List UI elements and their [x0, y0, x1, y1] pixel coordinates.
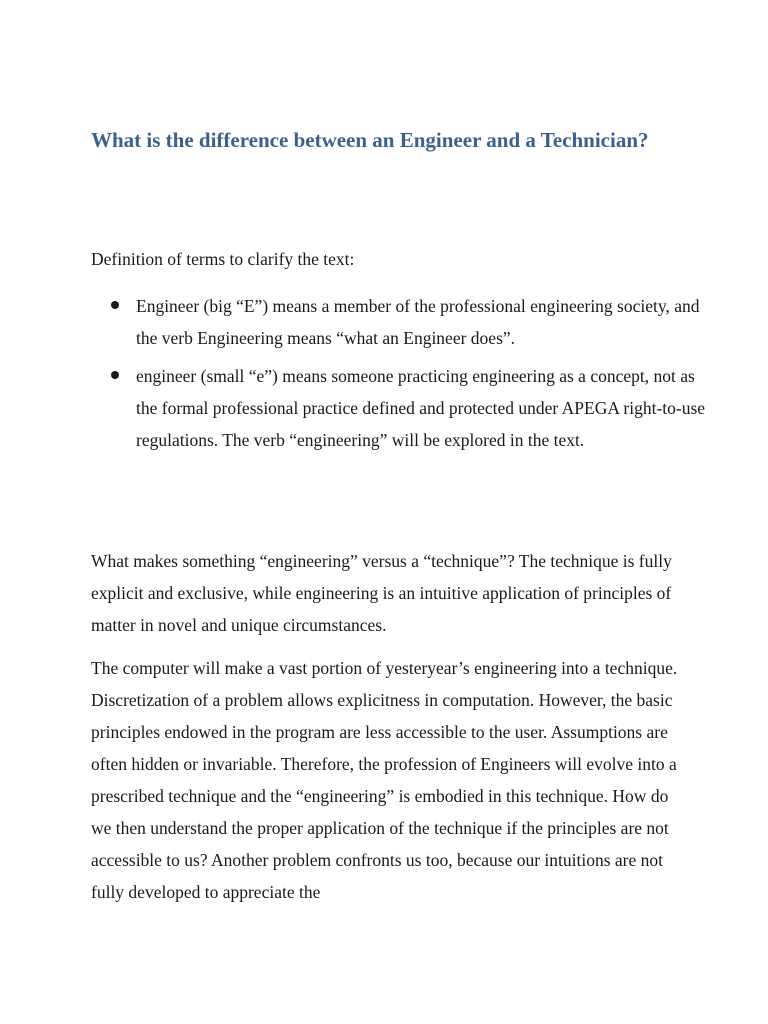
definitions-list	[0, 290, 768, 456]
body-paragraph: What makes something “engineering” versus a “technique”? The technique is fully explicit and exclusive, while engineering is an intuitive application of principles of matter in novel and unique circumstances.	[91, 551, 672, 635]
bullet-icon	[111, 371, 119, 379]
body-paragraph: The computer will make a vast portion of yesteryear’s engineering into a technique. Discretization of a problem allows explicitness in computation. However, the basic principles endowed in the program are less accessible to the user. Assumptions are often hidden or invariable. Therefore, the profession of Engineers will evolve into a prescribed technique and the “engineering” is embodied in this technique. How do we then understand the proper application of the technique if the principles are not accessible to us? Another problem confronts us too, because our intuitions are not fully developed to appreciate the	[91, 658, 678, 902]
definitions-intro: Definition of terms to clarify the text:	[91, 249, 355, 269]
list-item	[0, 290, 768, 354]
page-title: What is the difference between an Engineer and a Technician?	[91, 128, 649, 152]
list-item	[0, 360, 768, 456]
definition-text: Engineer (big “E”) means a member of the professional engineering society, and the verb Engineering means “what an Engineer does”.	[136, 296, 700, 348]
definition-text: engineer (small “e”) means someone practicing engineering as a concept, not as the formal professional practice defined and protected under APEGA right-to-use regulations. The verb “engineering” will be explored in the text.	[136, 366, 706, 450]
bullet-icon	[111, 301, 119, 309]
